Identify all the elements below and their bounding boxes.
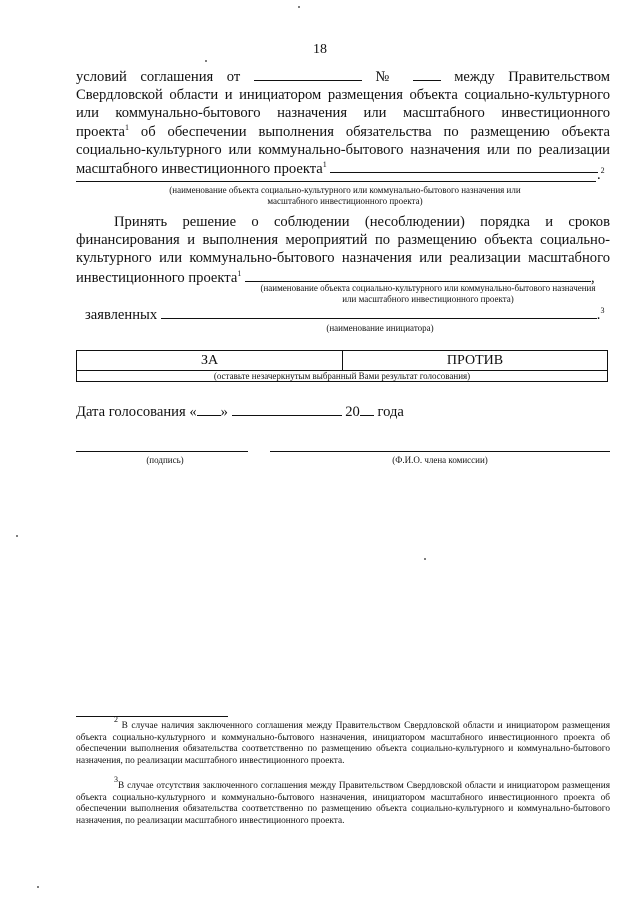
text-word: соглашения xyxy=(140,69,214,85)
vote-for-option[interactable]: ЗА xyxy=(200,353,219,368)
member-name-caption: (Ф.И.О. члена комиссии) xyxy=(392,455,488,465)
year-word: года xyxy=(377,404,404,420)
text-number-sign: № xyxy=(375,69,400,85)
agreement-number-field[interactable] xyxy=(413,67,441,81)
line-end-mark xyxy=(597,166,605,184)
comma: , xyxy=(590,269,595,286)
scan-speck xyxy=(298,6,300,8)
quote-close: » xyxy=(220,404,228,420)
signature-caption: (подпись) xyxy=(146,455,184,465)
footnote-text: В случае отсутствия заключенного соглашения между Правительством Свердловской области и инициатором размещения объекта социально-культурного и коммунально-бытового назначения, инициатором масштабного инвестиционного проекта об обеспечении выполнения обязательства соответственно по размещению объекта социально-культурного и коммунально-бытового назначения, по реализации масштабного инвестиционного проекта. xyxy=(76,781,610,826)
initiator-caption: (наименование инициатора) xyxy=(326,323,434,333)
project-name-line-2[interactable] xyxy=(76,180,596,182)
decision-line-3: культурного или коммунально-бытового назначения или реализации масштабного xyxy=(76,250,610,267)
period: . xyxy=(597,167,601,183)
initiator-name-field[interactable] xyxy=(161,305,597,319)
text-word: проекта xyxy=(76,123,125,140)
footnote-ref: 2 xyxy=(600,166,605,175)
decision-paragraph xyxy=(76,213,610,287)
vote-day-field[interactable] xyxy=(197,402,221,416)
project-caption-2: (наименование объекта социально-культурного или коммунально-бытового назначения или масштабного инвестиционного проекта) xyxy=(260,283,596,304)
vote-date-label: Дата голосования « xyxy=(76,404,197,420)
footnote-ref: 3 xyxy=(600,306,605,315)
member-name-field[interactable] xyxy=(270,450,610,452)
footnote-2 xyxy=(76,715,611,767)
vote-table xyxy=(76,350,608,382)
vote-year-field[interactable] xyxy=(360,402,374,416)
vote-date-line xyxy=(76,402,404,421)
declared-label: заявленных xyxy=(85,307,158,323)
agreement-paragraph xyxy=(76,67,610,178)
period: . xyxy=(596,307,601,323)
text-word: условий xyxy=(76,69,127,85)
scan-speck xyxy=(37,886,39,888)
footnote-ref: 1 xyxy=(322,160,327,170)
project-caption-1: (наименование объекта социально-культурного или коммунально-бытового назначения или масштабного инвестиционного проекта) xyxy=(169,185,521,206)
footnote-mark: 2 xyxy=(114,715,118,724)
vote-month-field[interactable] xyxy=(232,402,342,416)
agreement-line-3: или коммунально-бытового назначения или масштабного инвестиционного xyxy=(76,105,610,122)
scan-speck xyxy=(205,60,207,62)
agreement-line-5: социально-культурного или коммунально-бытового назначения или по реализации xyxy=(76,141,610,158)
text-fragment: масштабного инвестиционного проекта xyxy=(76,161,323,178)
text-word: Правительством xyxy=(508,69,610,85)
initiator-line xyxy=(85,305,604,324)
decision-line-2: финансирования и выполнения мероприятий по размещению объекта социально- xyxy=(76,232,610,249)
agreement-date-field[interactable] xyxy=(254,67,362,81)
agreement-line-2: Свердловской области и инициатором размещения объекта социально-культурного xyxy=(76,87,610,104)
signature-field[interactable] xyxy=(76,450,248,452)
project-name-field-2[interactable] xyxy=(245,268,591,282)
footnote-text: В случае наличия заключенного соглашения между Правительством Свердловской области и инициатором размещения объекта социально-культурного и коммунально-бытового назначения, инициатором масштабного инвестиционного проекта об обеспечении выполнения обязательства соответственно по размещению объекта социально-культурного и коммунально-бытового назначения, по реализации масштабного инвестиционного проекта. xyxy=(76,721,611,766)
agreement-line-4 xyxy=(76,123,610,141)
vote-against-option[interactable]: ПРОТИВ xyxy=(446,353,504,368)
project-name-field-1[interactable] xyxy=(330,159,598,173)
footnote-ref: 1 xyxy=(237,268,242,278)
decision-line-1: Принять решение о соблюдении (несоблюдении) порядка и сроков xyxy=(114,214,610,230)
text-word: от xyxy=(226,69,241,85)
text-word: между xyxy=(454,69,495,85)
agreement-line-6 xyxy=(76,159,610,178)
scan-speck xyxy=(424,558,426,560)
footnote-separator xyxy=(76,715,228,717)
vote-instruction: (оставьте незачеркнутым выбранный Вами результат голосования) xyxy=(213,371,471,381)
page-number: 18 xyxy=(313,42,327,57)
scan-speck xyxy=(16,535,18,537)
footnote-3 xyxy=(76,775,610,827)
text-fragment: инвестиционного проекта xyxy=(76,269,238,286)
footnote-mark: 3 xyxy=(114,775,118,784)
vote-year-prefix: 20 xyxy=(345,404,360,420)
footnote-ref: 1 xyxy=(125,122,129,132)
text-fragment: об обеспечении выполнения обязательства по размещению объекта xyxy=(140,123,610,140)
agreement-line-1 xyxy=(76,67,610,86)
